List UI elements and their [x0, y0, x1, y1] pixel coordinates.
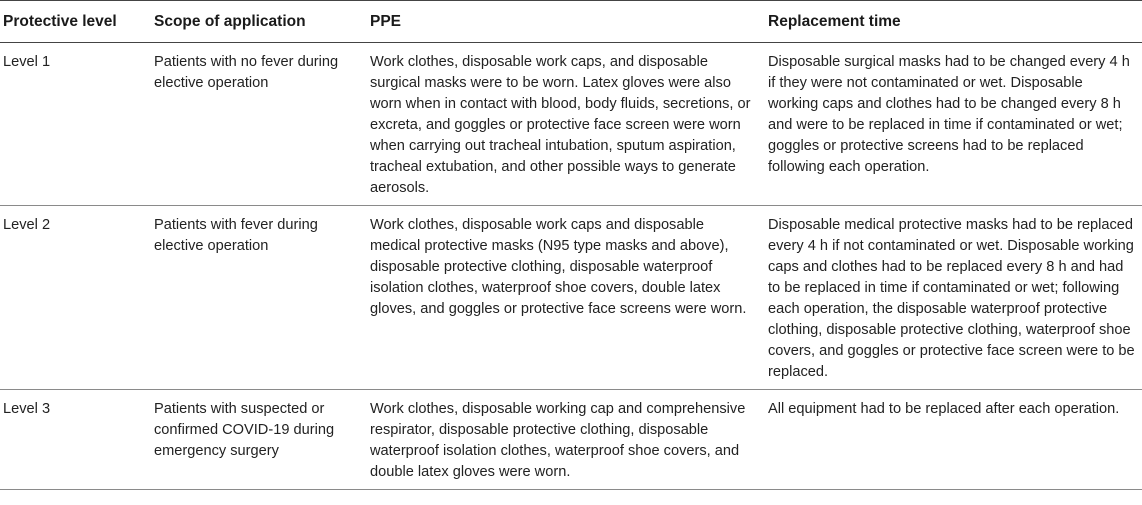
cell-replacement-time: All equipment had to be replaced after each operation.	[762, 390, 1142, 490]
cell-ppe: Work clothes, disposable work caps and disposable medical protective masks (N95 type masks and above), disposable protective clothing, disposable waterproof isolation clothes, waterproof shoe covers, double latex gloves, and goggles or protective face screens were worn.	[364, 206, 762, 390]
cell-ppe: Work clothes, disposable work caps, and disposable surgical masks were to be worn. Latex gloves were also worn when in contact with blood, body fluids, secretions, or excreta, and goggles or protective face screen were worn when carrying out tracheal intubation, sputum aspiration, tracheal extubation, and other possible ways to generate aerosols.	[364, 43, 762, 206]
cell-level: Level 2	[0, 206, 148, 390]
header-replacement-time: Replacement time	[762, 1, 1142, 43]
cell-ppe: Work clothes, disposable working cap and comprehensive respirator, disposable protective clothing, disposable waterproof isolation clothes, waterproof shoe covers, and double latex gloves were worn.	[364, 390, 762, 490]
table-body	[0, 43, 1142, 490]
header-protective-level: Protective level	[0, 1, 148, 43]
cell-replacement-time: Disposable surgical masks had to be changed every 4 h if they were not contaminated or wet. Disposable working caps and clothes had to be changed every 8 h and were to be replaced in time if contaminated or wet; goggles or protective screens had to be replaced following each operation.	[762, 43, 1142, 206]
header-ppe: PPE	[364, 1, 762, 43]
table-row	[0, 206, 1142, 390]
cell-level: Level 1	[0, 43, 148, 206]
cell-level: Level 3	[0, 390, 148, 490]
table-header	[0, 1, 1142, 43]
cell-scope: Patients with suspected or confirmed COVID-19 during emergency surgery	[148, 390, 364, 490]
cell-scope: Patients with fever during elective operation	[148, 206, 364, 390]
header-row	[0, 1, 1142, 43]
cell-replacement-time: Disposable medical protective masks had to be replaced every 4 h if not contaminated or wet. Disposable working caps and clothes had to be replaced every 8 h and had to be replaced in time if contaminated or wet; following each operation, the disposable waterproof protective clothing, disposable protective clothing, waterproof shoe covers, and goggles or protective face screen were to be replaced.	[762, 206, 1142, 390]
table-row	[0, 43, 1142, 206]
cell-scope: Patients with no fever during elective operation	[148, 43, 364, 206]
table-row	[0, 390, 1142, 490]
header-scope-of-application: Scope of application	[148, 1, 364, 43]
